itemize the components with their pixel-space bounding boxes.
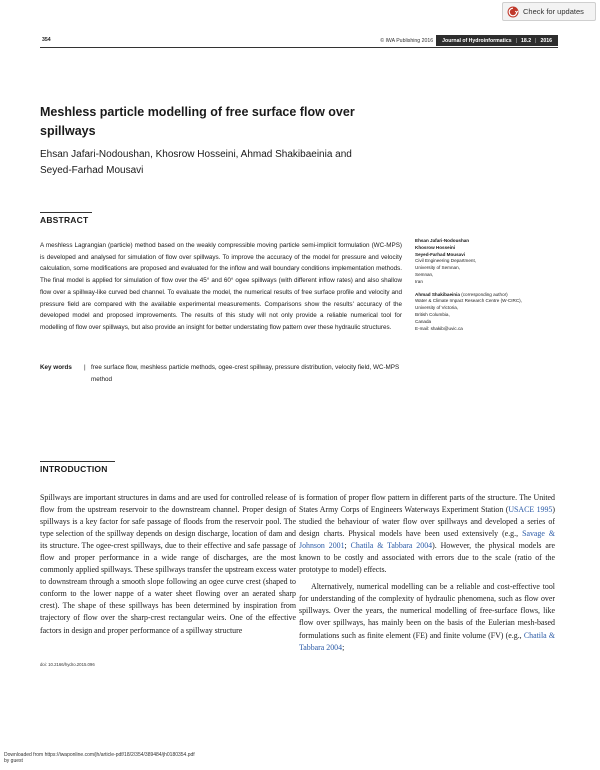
affiliation-author-name: Seyed-Farhad Mousavi — [415, 251, 466, 257]
journal-volume: 18.2 — [520, 37, 532, 44]
reference-link-chatila[interactable]: Chatila & Tabbara 2004 — [299, 630, 556, 652]
reference-link-chatila[interactable]: Chatila & Tabbara 2004 — [350, 541, 433, 551]
header-separator: | — [535, 37, 537, 44]
affiliation-line: Semnan, — [415, 271, 434, 277]
check-for-updates-button[interactable] — [502, 2, 596, 21]
body-paragraph: Spillways are important structures in dams and are used for controlled release of flow from the upstream reservoir to the downstream channel. Proper design of spillways is a key factor for safe passage of floods from the reservoir pool. The type selection of the spillway depends on design discharge, location of dam and its structure. The ogee-crest spillways, due to their effective and safe passage of flow and proper performance in a wide range of discharges, are the most commonly applied spillways. These spillways transfer the upstream excess water to downstream through a smooth slope following an ogee curve crest (shaped to conform to the lower nappe of a water sheet flowing over an aerated sharp crest). The shape of these spillways has been determined by inspiration from trajectory of flow over the sharp-crest rectangular weirs. One of the effective factors in design and proper performance of a spillway structure — [40, 493, 296, 635]
body-text: is formation of proper flow pattern in different parts of the structure. The United States Army Corps of Engineers Waterways Experiment Station ( — [299, 493, 555, 515]
affiliation-author-name: Ehsan Jafari-Nodoushan — [415, 238, 470, 243]
introduction-heading: INTRODUCTION — [40, 464, 108, 474]
download-guest: by guest — [4, 758, 23, 764]
abstract-heading: ABSTRACT — [40, 215, 89, 225]
journal-bar — [436, 35, 558, 46]
download-url: Downloaded from https://iwaponline.com/jh/article-pdf/18/2/354/389484/jh0180354.pdf — [4, 752, 195, 758]
journal-info — [380, 35, 558, 46]
body-paragraph — [299, 581, 555, 653]
page-number: 354 — [42, 37, 51, 43]
abstract-rule — [40, 212, 92, 213]
keywords — [40, 362, 402, 386]
affiliation-email: E-mail: shakib@uvic.ca — [415, 325, 463, 331]
affiliation-line: University of Semnan, — [415, 265, 460, 271]
check-for-updates-label: Check for updates — [523, 7, 584, 16]
body-column-right — [299, 492, 555, 654]
affiliation-line: Canada — [415, 318, 432, 324]
affiliation-line: Iran — [415, 278, 423, 284]
body-paragraph — [299, 492, 555, 576]
affiliation-author-name: Khosrow Hosseini — [415, 244, 456, 250]
abstract-text: A meshless Lagrangian (particle) method based on the weakly compressible moving particle semi-implicit formulation (WC-MPS) is developed and analysed for simulation of flow over spillways. To improve the accuracy of the model for pressure and velocity calculation, some modifications are proposed and evaluated for the inflow and wall boundary conditions implementation methods. The final model is applied for simulation of flow over the 45° and 60° ogee spillways (with different inflow rates) and also shallow flow over a spillway-like curved bed channel. To evaluate the model, the numerical results of free surface profile and velocity and pressure field are compared with the available experimental measurements. Comparisons show the results' accuracy of the developed model and proposed improvements. The results of this study will not only provide a reliable numerical tool for modelling of flow over spillways, but also provide an insight for better understating flow pattern over these hydraulic structures. — [40, 242, 402, 331]
affiliation-line: Civil Engineering Department, — [415, 258, 477, 264]
body-text: Alternatively, numerical modelling can be a reliable and cost-effective tool for understanding of the complexity of hydraulic phenomena, such as flow over spillways. Over the years, the numerical modelling of free-surface flows, like flow over spillways, has mainly been on the basis of the Eulerian mesh-based formulations such as finite element (FE) and finite volume (FV) (e.g., — [299, 582, 555, 640]
affiliation-author-name: Ahmad Shakibaeinia — [415, 291, 460, 297]
keywords-text: free surface flow, meshless particle methods, ogee-crest spillway, pressure distribution, velocity field, WC-MPS method — [91, 364, 400, 383]
header-separator: | — [515, 37, 517, 44]
doi: doi: 10.2166/hydro.2015.096 — [40, 662, 95, 667]
body-text: ; — [342, 642, 345, 652]
body-column-left — [40, 492, 296, 637]
reference-link-usace[interactable]: USACE 1995 — [508, 505, 553, 515]
keywords-separator: | — [84, 364, 86, 371]
download-note — [4, 752, 195, 764]
article-authors: Ehsan Jafari-Nodoushan, Khosrow Hosseini, Ahmad Shakibaeinia and Seyed-Farhad Mousavi — [40, 149, 352, 176]
body-text: ) studied the behaviour of water flow over spillways and developed a series of design charts. Physical models have been used extensively (e.g., — [299, 505, 555, 539]
introduction-rule — [40, 461, 115, 462]
running-header — [40, 35, 558, 48]
check-for-updates-icon — [507, 6, 519, 18]
corresponding-note: (corresponding author) — [459, 291, 508, 297]
publisher-copyright: © IWA Publishing 2016 — [380, 37, 434, 44]
journal-year: 2016 — [540, 37, 552, 44]
reference-link-savage[interactable]: Savage & Johnson 2001 — [299, 529, 555, 551]
body-text: ). However, the physical models are known to be costly and associated with errors due to the scale (ratio of the prototype to model) effects. — [299, 541, 556, 575]
affiliation-corresponding — [415, 292, 565, 299]
body-text: ; — [344, 541, 351, 551]
affiliations — [415, 238, 565, 332]
affiliation-line: Water & Climate Impact Research Centre (W-CIRC), — [415, 298, 522, 304]
affiliation-line: University of Victoria, — [415, 305, 459, 311]
journal-name: Journal of Hydroinformatics — [442, 37, 512, 44]
affiliation-line: British Columbia, — [415, 311, 450, 317]
article-title: Meshless particle modelling of free surface flow over spillways — [40, 105, 355, 138]
keywords-label: Key words — [40, 364, 72, 371]
